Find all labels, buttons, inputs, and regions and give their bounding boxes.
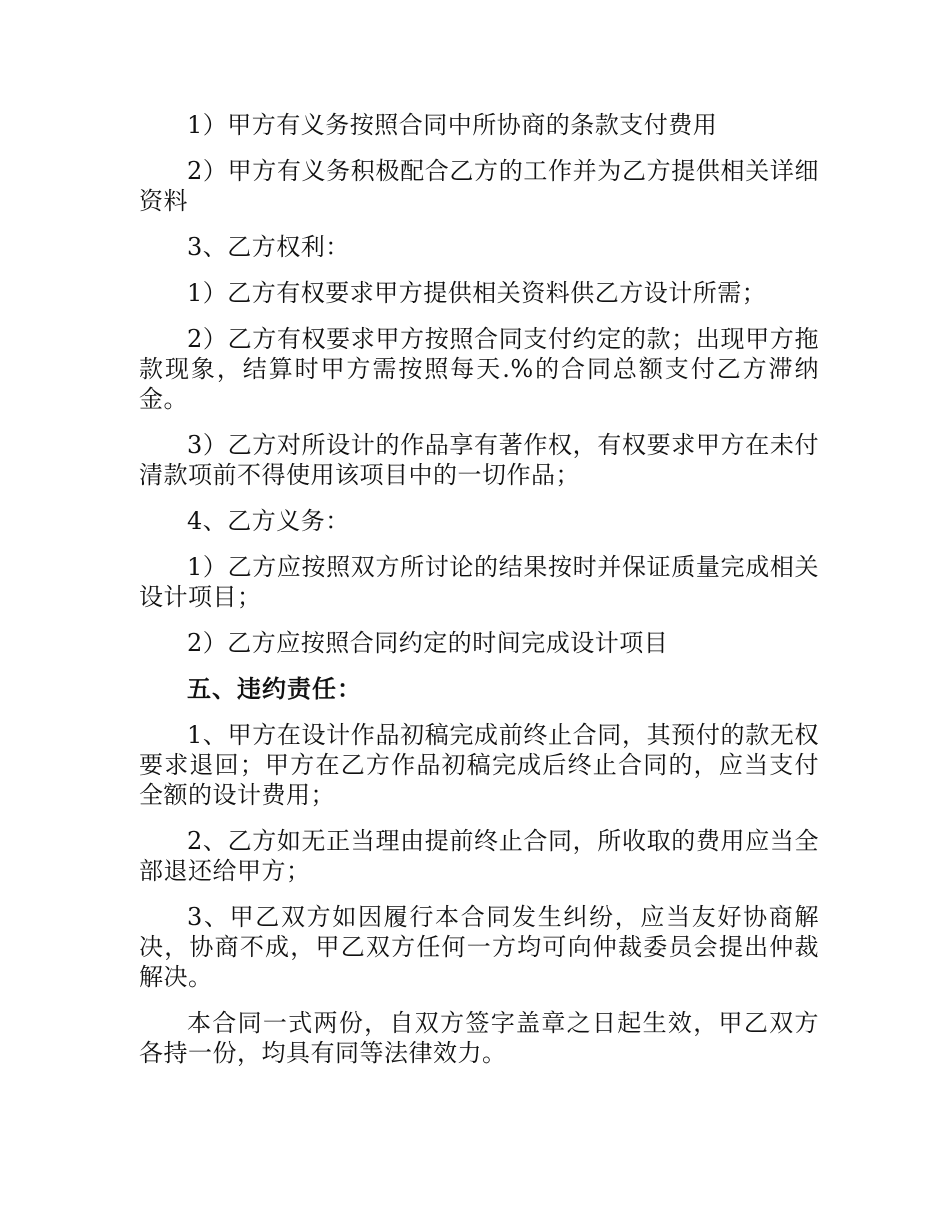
section-heading-liability: 五、违约责任：: [187, 675, 362, 703]
paragraph-liability-2: 2、乙方如无正当理由提前终止合同，所收取的费用应当全部退还给甲方；: [139, 827, 819, 885]
paragraph-party-b-duty-1: 1）乙方应按照双方所讨论的结果按时并保证质量完成相关设计项目；: [139, 553, 819, 611]
paragraph-party-a-duty-2: 2）甲方有义务积极配合乙方的工作并为乙方提供相关详细资料: [139, 157, 819, 215]
paragraph-party-b-right-3: 3）乙方对所设计的作品享有著作权，有权要求甲方在未付清款项前不得使用该项目中的一切作品；: [139, 431, 819, 489]
paragraph-liability-1: 1、甲方在设计作品初稿完成前终止合同，其预付的款无权要求退回；甲方在乙方作品初稿完成后终止合同的，应当支付全额的设计费用；: [139, 721, 819, 809]
document-body: [139, 110, 819, 1084]
paragraph-effectiveness: 本合同一式两份，自双方签字盖章之日起生效，甲乙双方各持一份，均具有同等法律效力。: [139, 1009, 819, 1067]
paragraph-party-b-right-2: 2）乙方有权要求甲方按照合同支付约定的款；出现甲方拖款现象，结算时甲方需按照每天.%的合同总额支付乙方滞纳金。: [139, 325, 819, 413]
paragraph-party-b-duties-title: 4、乙方义务：: [187, 507, 350, 535]
paragraph-liability-3: 3、甲乙双方如因履行本合同发生纠纷，应当友好协商解决，协商不成，甲乙双方任何一方均可向仲裁委员会提出仲裁解决。: [139, 903, 819, 991]
paragraph-party-a-duty-1: 1）甲方有义务按照合同中所协商的条款支付费用: [187, 111, 718, 139]
paragraph-party-b-rights-title: 3、乙方权利：: [187, 233, 350, 261]
paragraph-party-b-right-1: 1）乙方有权要求甲方提供相关资料供乙方设计所需；: [187, 279, 767, 307]
paragraph-party-b-duty-2: 2）乙方应按照合同约定的时间完成设计项目: [187, 629, 669, 657]
